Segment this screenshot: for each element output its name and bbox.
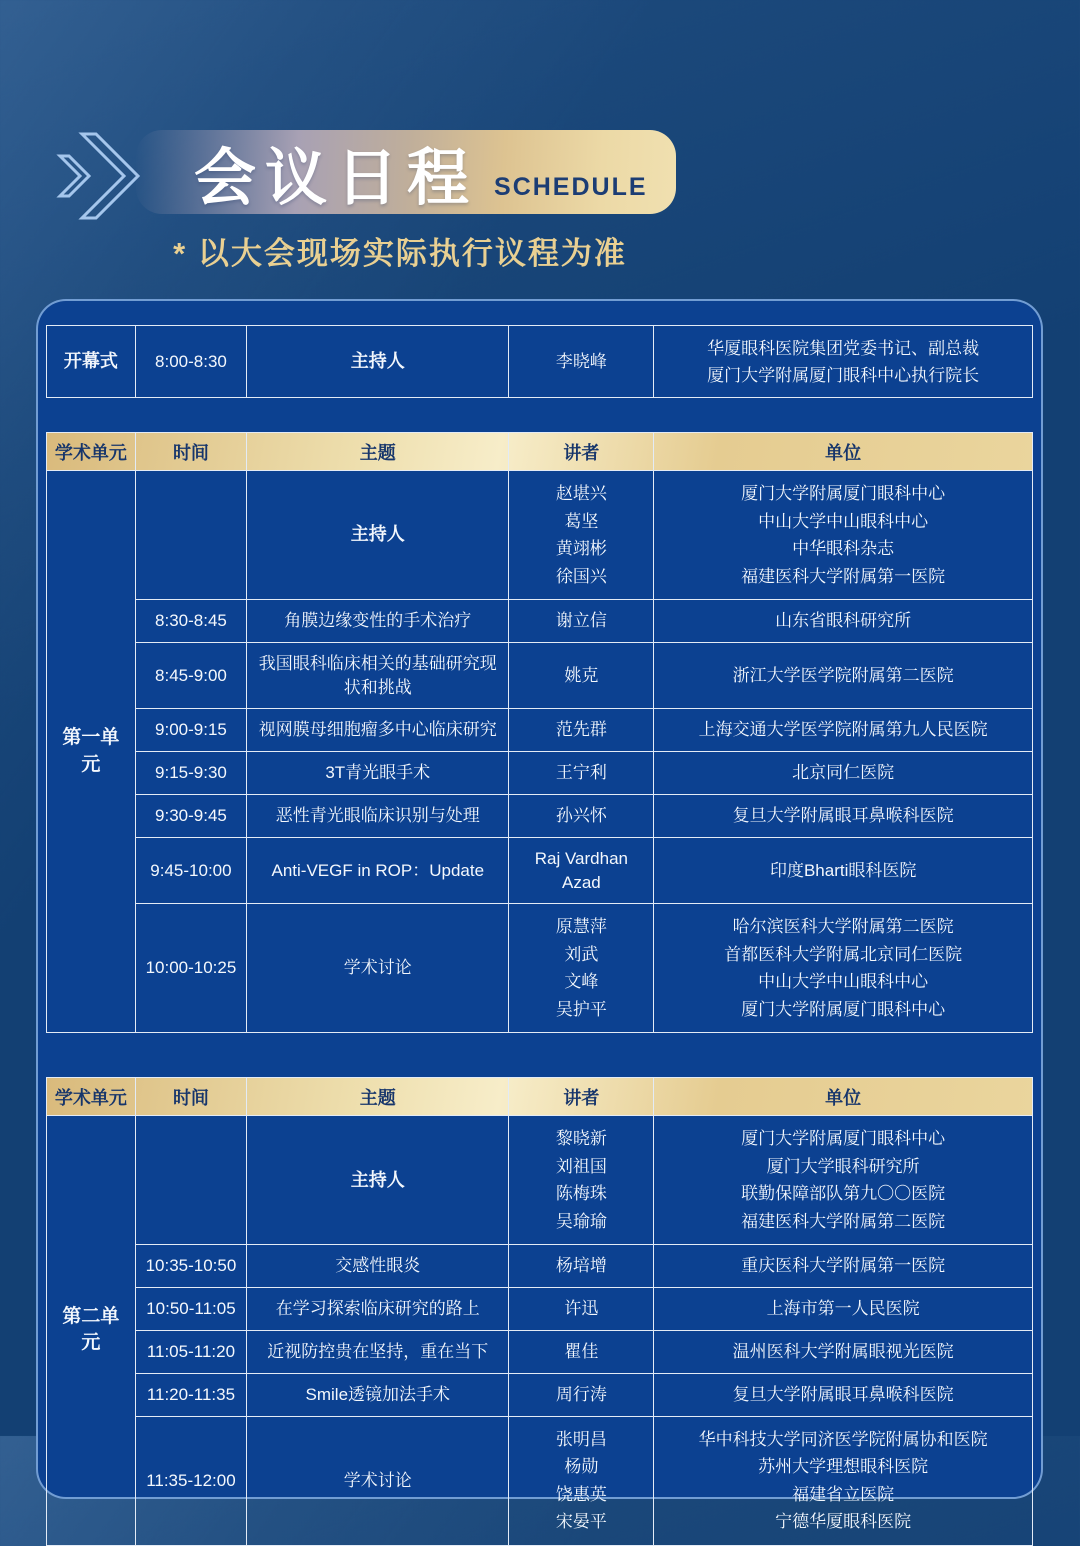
cell-line: 赵堪兴 [555,484,607,503]
cell-line: 上海市第一人民医院 [766,1299,920,1319]
session-header-row [47,433,1033,471]
time-cell: 11:20-11:35 [135,1373,246,1416]
cell-line: 厦门大学附属厦门眼科中心 [741,484,946,503]
speaker-cell [509,1416,654,1545]
cell-line: 联勤保障部队第九〇〇医院 [741,1184,946,1204]
session-row [47,1330,1033,1373]
time-cell: 10:50-11:05 [135,1288,246,1331]
org-cell [654,794,1033,837]
opening-org [654,326,1033,398]
cell-line: 徐国兴 [555,566,607,586]
speaker-cell [509,1116,654,1245]
cell-line: 厦门大学附属厦门眼科中心 [741,1129,946,1149]
cell-line: 温州医科大学附属眼视光医院 [732,1341,954,1361]
time-cell: 11:35-12:00 [135,1416,246,1545]
cell-line: 葛坚 [564,511,599,531]
page-title-en: SCHEDULE [494,173,648,201]
cell-line: 厦门大学眼科研究所 [766,1156,920,1176]
cell-line: 吴护平 [555,999,607,1019]
cell-line: 孙兴怀 [555,805,607,825]
session-row [47,642,1033,709]
topic-cell: 恶性青光眼临床识别与处理 [247,794,509,837]
cell-line: 吴瑜瑜 [555,1211,607,1231]
cell-line: 复旦大学附属眼耳鼻喉科医院 [732,805,954,825]
time-cell: 8:45-9:00 [135,642,246,709]
schedule-note: * 以大会现场实际执行议程为准 [173,236,627,271]
cell-line: 黄翊彬 [555,539,607,558]
session-row [47,1116,1033,1245]
opening-org-line: 华厦眼科医院集团党委书记、副总裁 [707,338,980,358]
speaker-cell [509,1245,654,1288]
org-cell [654,1288,1033,1331]
cell-line: 山东省眼科研究所 [775,611,912,630]
topic-cell: 角膜边缘变性的手术治疗 [247,600,509,643]
cell-line: 首都医科大学附属北京同仁医院 [724,944,963,964]
opening-time: 8:00-8:30 [135,326,246,398]
topic-cell: 学术讨论 [247,904,509,1033]
col-header-time: 时间 [135,1078,246,1116]
session-row [47,752,1033,795]
speaker-cell [509,1330,654,1373]
cell-line: 华中科技大学同济医学院附属协和医院 [698,1429,988,1449]
opening-session-label: 开幕式 [47,326,136,398]
topic-cell: 主持人 [247,471,509,600]
org-cell [654,709,1033,752]
cell-line: 饶惠英 [555,1484,607,1504]
time-cell [135,471,246,600]
cell-line: 苏州大学理想眼科医院 [758,1457,929,1477]
time-cell: 9:30-9:45 [135,794,246,837]
cell-line: 姚克 [564,665,599,685]
cell-line: 印度Bharti眼科医院 [769,860,917,880]
cell-line: 福建省立医院 [792,1484,895,1504]
cell-line: 复旦大学附属眼耳鼻喉科医院 [732,1384,954,1404]
cell-line: 黎晓新 [555,1129,607,1149]
col-header-time: 时间 [135,433,246,471]
speaker-cell [509,642,654,709]
org-cell [654,600,1033,643]
cell-line: 杨勋 [564,1457,599,1477]
opening-org-line: 厦门大学附属厦门眼科中心执行院长 [707,365,980,385]
cell-line: 北京同仁医院 [792,763,895,783]
col-header-topic: 主题 [247,1078,509,1116]
session-row [47,1416,1033,1545]
time-cell: 9:45-10:00 [135,837,246,904]
time-cell: 8:30-8:45 [135,600,246,643]
speaker-cell [509,904,654,1033]
org-cell [654,471,1033,600]
cell-line: 谢立信 [555,611,607,630]
session-table-unit-1 [46,432,1033,1033]
speaker-cell [509,471,654,600]
org-cell [654,642,1033,709]
col-header-speaker: 讲者 [509,433,654,471]
topic-cell: Smile透镜加法手术 [247,1373,509,1416]
session-row [47,1288,1033,1331]
cell-line: 许迅 [564,1299,599,1319]
unit-label: 第二单元 [47,1116,136,1545]
session-row [47,1245,1033,1288]
topic-cell: 近视防控贵在坚持，重在当下 [247,1330,509,1373]
topic-cell: 交感性眼炎 [247,1245,509,1288]
cell-line: 张明昌 [555,1429,607,1449]
session-row [47,709,1033,752]
session-row [47,471,1033,600]
opening-speaker: 李晓峰 [509,326,654,398]
session-table-unit-2 [46,1077,1033,1545]
page-title: 会议日程 [194,143,479,213]
session-row [47,600,1033,643]
cell-line: 重庆医科大学附属第一医院 [741,1256,946,1276]
schedule-banner [136,130,676,214]
org-cell [654,752,1033,795]
opening-table [46,325,1033,398]
session-row [47,1373,1033,1416]
speaker-cell [509,1373,654,1416]
cell-line: 刘祖国 [555,1156,607,1176]
cell-line: 浙江大学医学院附属第二医院 [732,665,954,685]
cell-line: 周行涛 [555,1384,607,1404]
page-header [0,0,1080,300]
session-row [47,904,1033,1033]
org-cell [654,837,1033,904]
col-header-org: 单位 [654,1078,1033,1116]
col-header-speaker: 讲者 [509,1078,654,1116]
org-cell [654,1116,1033,1245]
org-cell [654,1373,1033,1416]
cell-line: 中山大学中山眼科中心 [758,511,929,531]
cell-line: 瞿佳 [564,1341,599,1361]
topic-cell: 主持人 [247,1116,509,1245]
topic-cell: 视网膜母细胞瘤多中心临床研究 [247,709,509,752]
topic-cell: Anti-VEGF in ROP：Update [247,837,509,904]
speaker-cell [509,794,654,837]
time-cell: 10:00-10:25 [135,904,246,1033]
cell-line: 杨培增 [555,1256,607,1276]
col-header-unit: 学术单元 [47,433,136,471]
col-header-topic: 主题 [247,433,509,471]
cell-line: 福建医科大学附属第二医院 [741,1211,946,1231]
topic-cell: 学术讨论 [247,1416,509,1545]
cell-line: 宁德华厦眼科医院 [775,1512,912,1532]
cell-line: 哈尔滨医科大学附属第二医院 [732,917,954,937]
cell-line: 福建医科大学附属第一医院 [741,566,946,586]
cell-line: 厦门大学附属厦门眼科中心 [741,999,946,1019]
topic-cell: 我国眼科临床相关的基础研究现状和挑战 [247,642,509,709]
session-header-row [47,1078,1033,1116]
cell-line: 陈梅珠 [555,1184,607,1204]
speaker-cell [509,709,654,752]
cell-line: 中华眼科杂志 [792,539,895,558]
time-cell: 9:00-9:15 [135,709,246,752]
cell-line: 范先群 [555,720,607,740]
col-header-org: 单位 [654,433,1033,471]
unit-label: 第一单元 [47,471,136,1033]
col-header-unit: 学术单元 [47,1078,136,1116]
org-cell [654,904,1033,1033]
cell-line: 文峰 [564,972,599,992]
cell-line: 中山大学中山眼科中心 [758,972,929,992]
topic-cell: 3T青光眼手术 [247,752,509,795]
topic-cell: 在学习探索临床研究的路上 [247,1288,509,1331]
schedule-panel [36,299,1043,1532]
speaker-cell [509,1288,654,1331]
cell-line: 刘武 [564,944,599,964]
cell-line: 宋晏平 [555,1512,607,1532]
session-row [47,837,1033,904]
time-cell: 11:05-11:20 [135,1330,246,1373]
cell-line: Raj Vardhan Azad [534,848,628,892]
org-cell [654,1245,1033,1288]
cell-line: 王宁利 [555,763,607,783]
opening-row [47,326,1033,398]
opening-topic: 主持人 [247,326,509,398]
cell-line: 原慧萍 [555,917,607,937]
speaker-cell [509,837,654,904]
time-cell: 9:15-9:30 [135,752,246,795]
time-cell: 10:35-10:50 [135,1245,246,1288]
session-row [47,794,1033,837]
speaker-cell [509,600,654,643]
org-cell [654,1330,1033,1373]
org-cell [654,1416,1033,1545]
cell-line: 上海交通大学医学院附属第九人民医院 [698,720,988,740]
speaker-cell [509,752,654,795]
time-cell [135,1116,246,1245]
